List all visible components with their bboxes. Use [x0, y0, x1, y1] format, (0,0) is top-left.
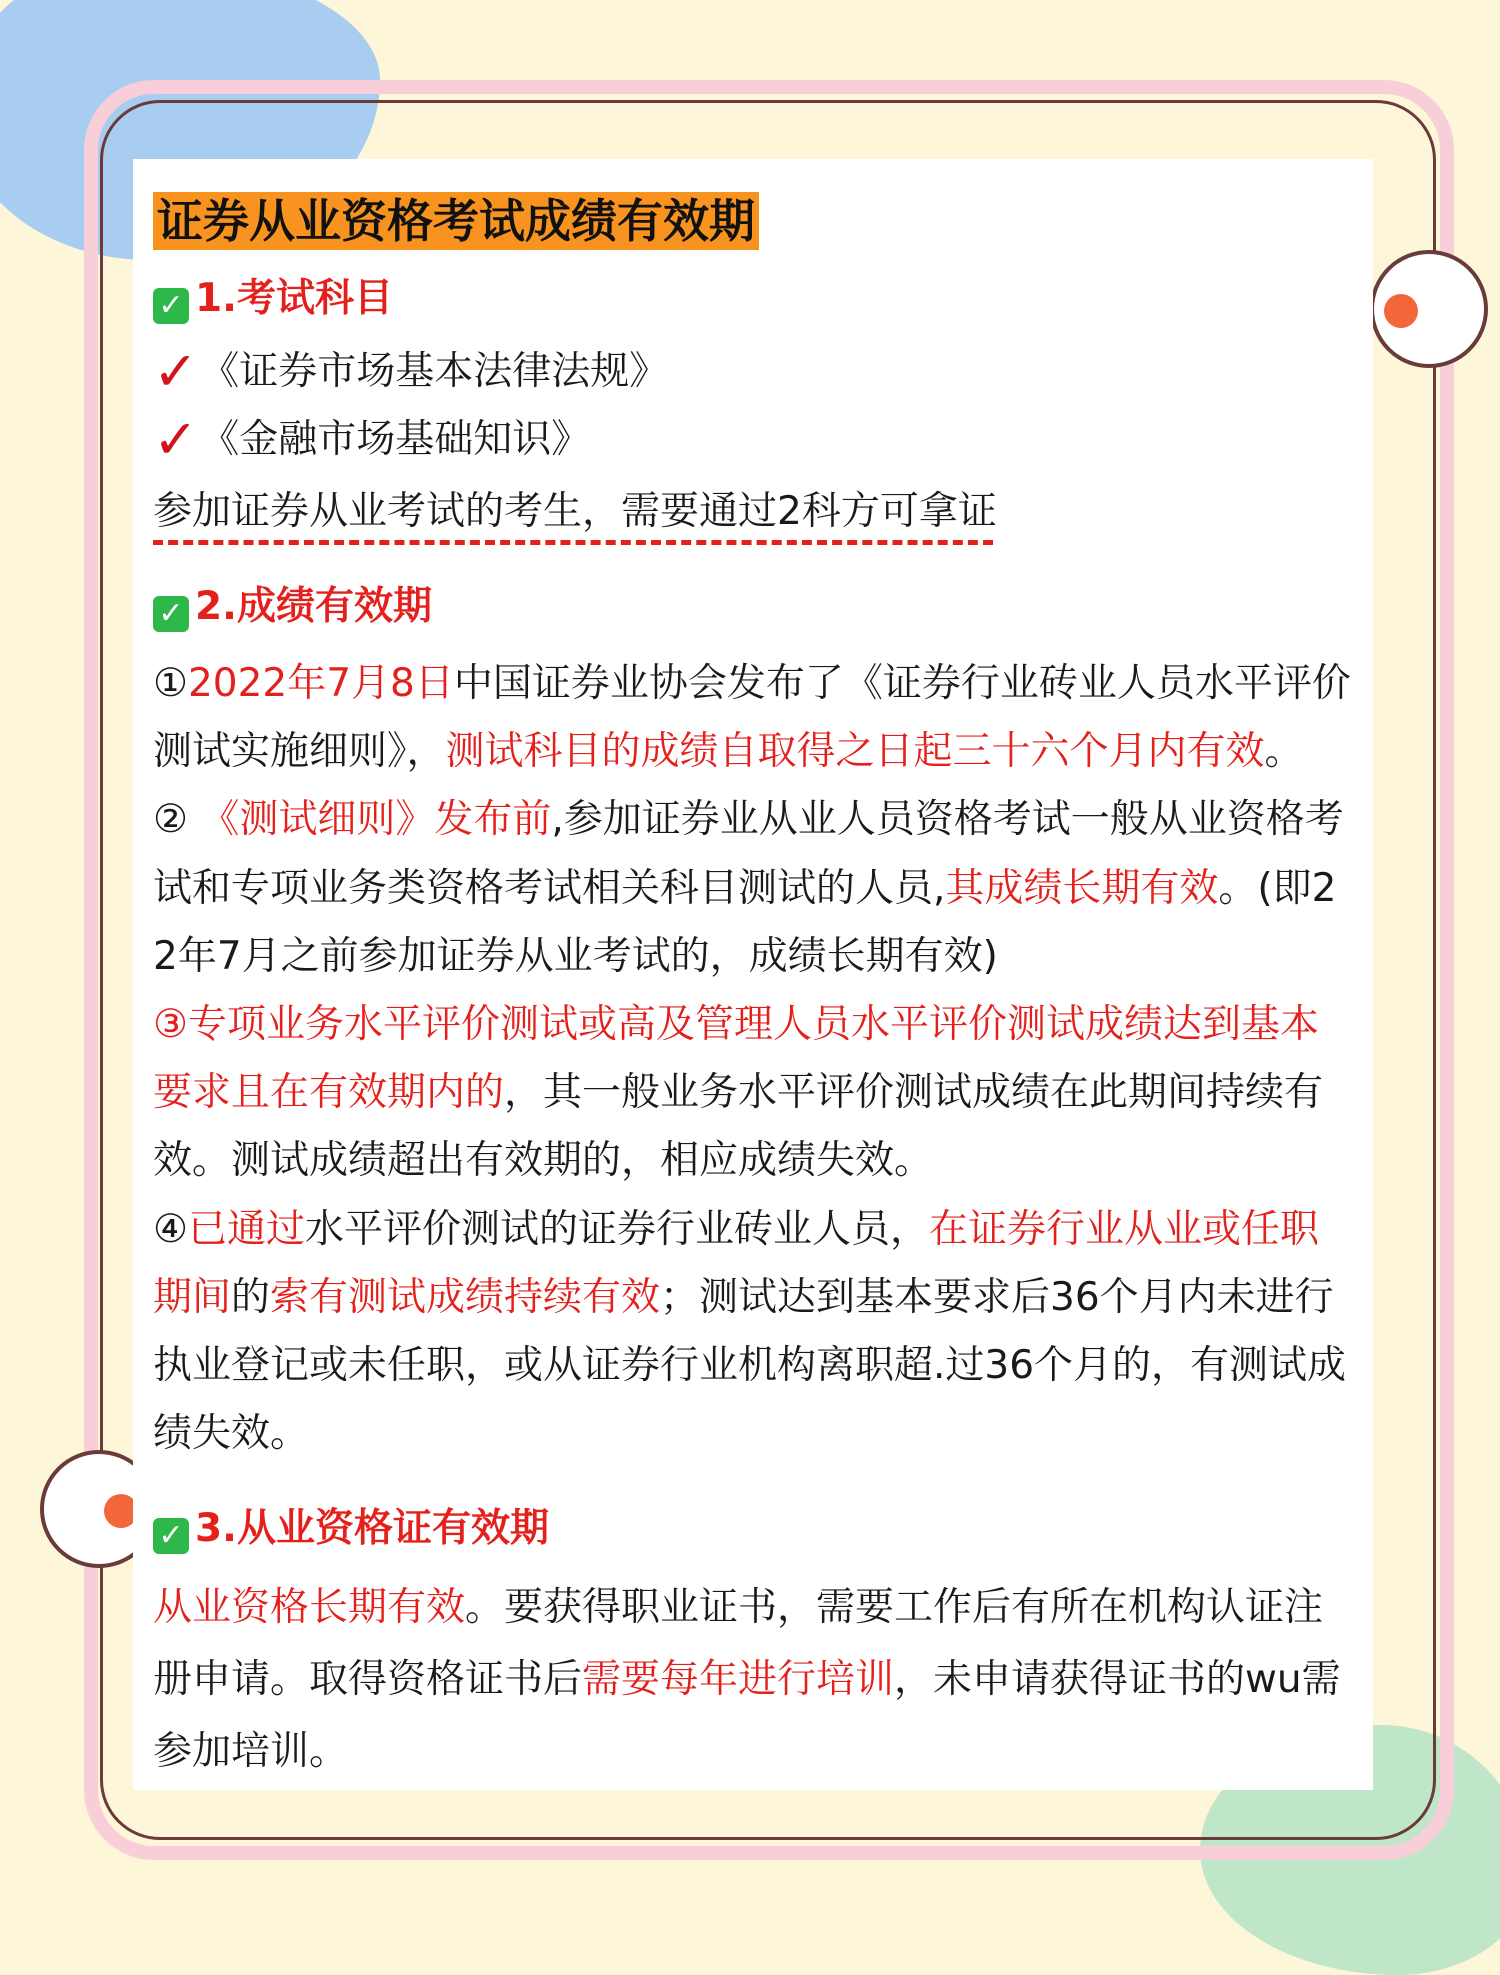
- subject-item: ✓《金融市场基础知识》: [153, 408, 591, 471]
- body-text: 试和专项业务类资格考试相关科目测试的人员,: [153, 865, 946, 911]
- text-line: [153, 1727, 348, 1777]
- red-tick-icon: ✓: [153, 340, 199, 403]
- body-text: 的: [231, 1274, 271, 1320]
- text-line: [153, 1068, 1323, 1118]
- highlight-text: 测试科目的成绩自取得之日起三十六个月内有效: [445, 729, 1265, 775]
- text-line: [153, 659, 1351, 709]
- page-title: 证券从业资格考试成绩有效期: [153, 192, 759, 250]
- text-line: [153, 1583, 1323, 1633]
- body-text: 2年7月之前参加证券从业考试的，成绩长期有效): [153, 933, 998, 979]
- text-line: [153, 795, 1344, 845]
- body-text: ①: [153, 661, 188, 706]
- subject-item: ✓《证券市场基本法律法规》: [153, 340, 669, 403]
- highlight-text: ③专项业务水平评价测试或高及管理人员水平评价测试成绩达到基本: [153, 1002, 1319, 1047]
- body-text: ，其一般业务水平评价测试成绩在此期间持续有: [504, 1070, 1324, 1116]
- highlight-text: 需要每年进行培训: [582, 1657, 895, 1702]
- text-line: [153, 864, 1336, 914]
- highlight-text: 索有测试成绩持续有效: [270, 1274, 661, 1320]
- text-line: [153, 727, 1304, 777]
- text-line: [153, 1136, 933, 1186]
- green-check-icon: ✓: [153, 1518, 189, 1554]
- body-text: ④: [153, 1206, 188, 1252]
- body-text: 中国证券业协会发布了《证券行业砖业人员水平评价: [453, 661, 1351, 706]
- body-text: ，未申请获得证书的wu需: [894, 1657, 1341, 1702]
- body-text: 测试实施细则》，: [153, 729, 446, 775]
- highlight-text: 其成绩长期有效: [945, 865, 1219, 911]
- section-heading-3: ✓ 3.从业资格证有效期: [153, 1504, 549, 1554]
- text-line: [153, 932, 998, 982]
- text-line: [153, 1000, 1319, 1050]
- dashed-divider: [153, 540, 993, 545]
- body-text: 绩失效。: [153, 1411, 310, 1457]
- highlight-text: 在证券行业从业或任职: [929, 1206, 1320, 1252]
- red-tick-icon: ✓: [153, 408, 199, 471]
- flower-decor-icon: [1370, 250, 1488, 368]
- body-text: 。(即2: [1218, 865, 1337, 911]
- text-line: [153, 1409, 309, 1459]
- text-line: [153, 1341, 1346, 1391]
- body-text: 参加培训。: [153, 1729, 349, 1774]
- highlight-text: 从业资格长期有效: [153, 1585, 466, 1630]
- body-text: 。: [1264, 729, 1304, 775]
- green-check-icon: ✓: [153, 596, 189, 632]
- body-text: 。要获得职业证书，需要工作后有所在机构认证注: [465, 1585, 1324, 1630]
- body-text: 册申请。取得资格证书后: [153, 1657, 583, 1702]
- body-text: ,参加证券业从业人员资格考试一般从业资格考: [551, 797, 1344, 843]
- highlight-text: 期间: [153, 1274, 232, 1320]
- subjects-note: 参加证券从业考试的考生，需要通过2科方可拿证: [153, 489, 997, 534]
- text-line: [153, 1273, 1334, 1323]
- green-check-icon: ✓: [153, 288, 189, 324]
- highlight-text: 2022年7月8日: [187, 661, 454, 706]
- body-text: ②: [153, 797, 201, 843]
- highlight-text: 要求且在有效期内的: [153, 1070, 505, 1116]
- highlight-text: 《测试细则》发布前: [200, 797, 552, 843]
- body-text: 效。测试成绩超出有效期的，相应成绩失效。: [153, 1138, 934, 1184]
- section-heading-1: ✓ 1.考试科目: [153, 274, 393, 324]
- body-text: 水平评价测试的证券行业砖业人员，: [304, 1206, 929, 1252]
- body-text: 执业登记或未任职，或从证券行业机构离职超.过36个月的，有测试成: [153, 1343, 1347, 1388]
- body-text: ；测试达到基本要求后36个月内未进行: [660, 1274, 1334, 1320]
- text-line: [153, 1205, 1319, 1255]
- highlight-text: 已通过: [187, 1206, 305, 1252]
- section-heading-2: ✓ 2.成绩有效期: [153, 582, 432, 632]
- text-line: [153, 1655, 1341, 1705]
